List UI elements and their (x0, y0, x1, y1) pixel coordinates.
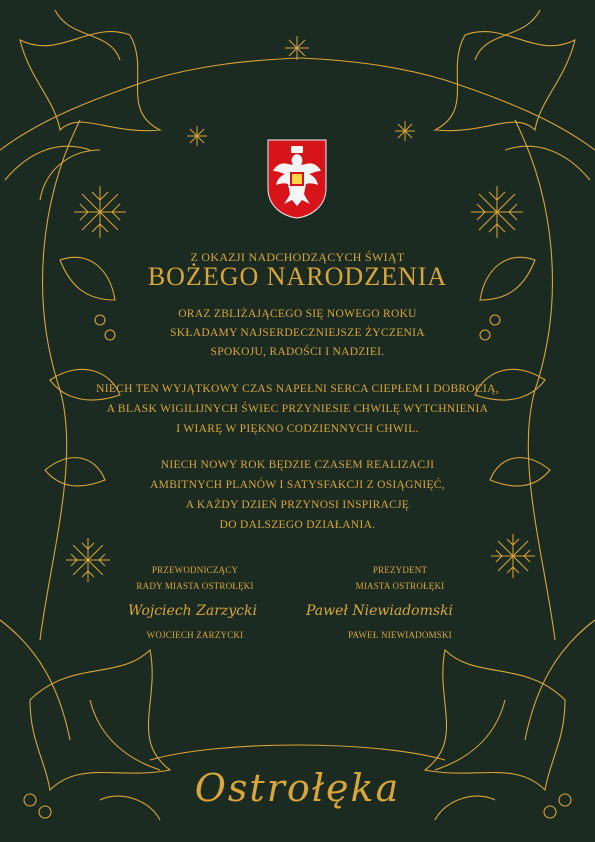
snowflake-icon (74, 186, 126, 238)
right-signature: Paweł Niewiadomski (306, 603, 454, 619)
left-signatory-name: WOJCIECH ZARZYCKI (146, 630, 244, 640)
paragraph2-line-1: NIECH NOWY ROK BĘDZIE CZASEM REALIZACJI (160, 459, 435, 471)
snowflake-icon (471, 186, 523, 238)
sparkle-icon (395, 121, 415, 141)
paragraph2-line-4: DO DALSZEGO DZIAŁANIA. (219, 519, 376, 531)
greeting-line-2: SKŁADAMY NAJSERDECZNIEJSZE ŻYCZENIA (170, 327, 425, 339)
right-signatory-role-2: MIASTA OSTROŁĘKI (355, 581, 445, 591)
greeting-intro: Z OKAZJI NADCHODZĄCYCH ŚWIĄT (190, 250, 405, 264)
paragraph1-line-1: NIECH TEN WYJĄTKOWY CZAS NAPEŁNI SERCA CIEPŁEM I DOBROCIĄ, (96, 383, 499, 395)
paragraph1-line-2: A BLASK WIGILIJNYCH ŚWIEC PRZYNIESIE CHWILĘ WYTCHNIENIA (106, 403, 489, 415)
sparkle-icon (187, 126, 207, 146)
sparkle-icon (285, 36, 309, 60)
right-signatory-name: PAWEŁ NIEWIADOMSKI (348, 630, 452, 640)
white-eagle-crest-icon (266, 138, 328, 220)
paragraph2-line-3: A KAŻDY DZIEŃ PRZYNOSI INSPIRACJĘ (185, 499, 410, 511)
left-signatory-role-2: RADY MIASTA OSTROŁĘKI (136, 581, 254, 591)
greeting-line-1: ORAZ ZBLIŻAJĄCEGO SIĘ NOWEGO ROKU (178, 308, 417, 320)
greeting-title: BOŻEGO NARODZENIA (147, 262, 448, 291)
paragraph2-line-2: AMBITNYCH PLANÓW I SATYSFAKCJI Z OSIĄGNIĘĆ, (150, 479, 445, 491)
left-signature: Wojciech Zarzycki (128, 603, 257, 619)
greeting-line-3: SPOKOJU, RADOŚCI I NADZIEI. (210, 346, 385, 358)
right-signatory (300, 562, 500, 594)
paragraph1-line-3: I WIARĘ W PIĘKNO CODZIENNYCH CHWIL. (176, 423, 419, 435)
city-logo: Ostrołęka (194, 766, 401, 810)
right-signatory-role-1: PREZYDENT (372, 565, 428, 575)
left-signatory-role-1: PRZEWODNICZĄCY (151, 565, 239, 575)
left-signatory (95, 562, 295, 594)
